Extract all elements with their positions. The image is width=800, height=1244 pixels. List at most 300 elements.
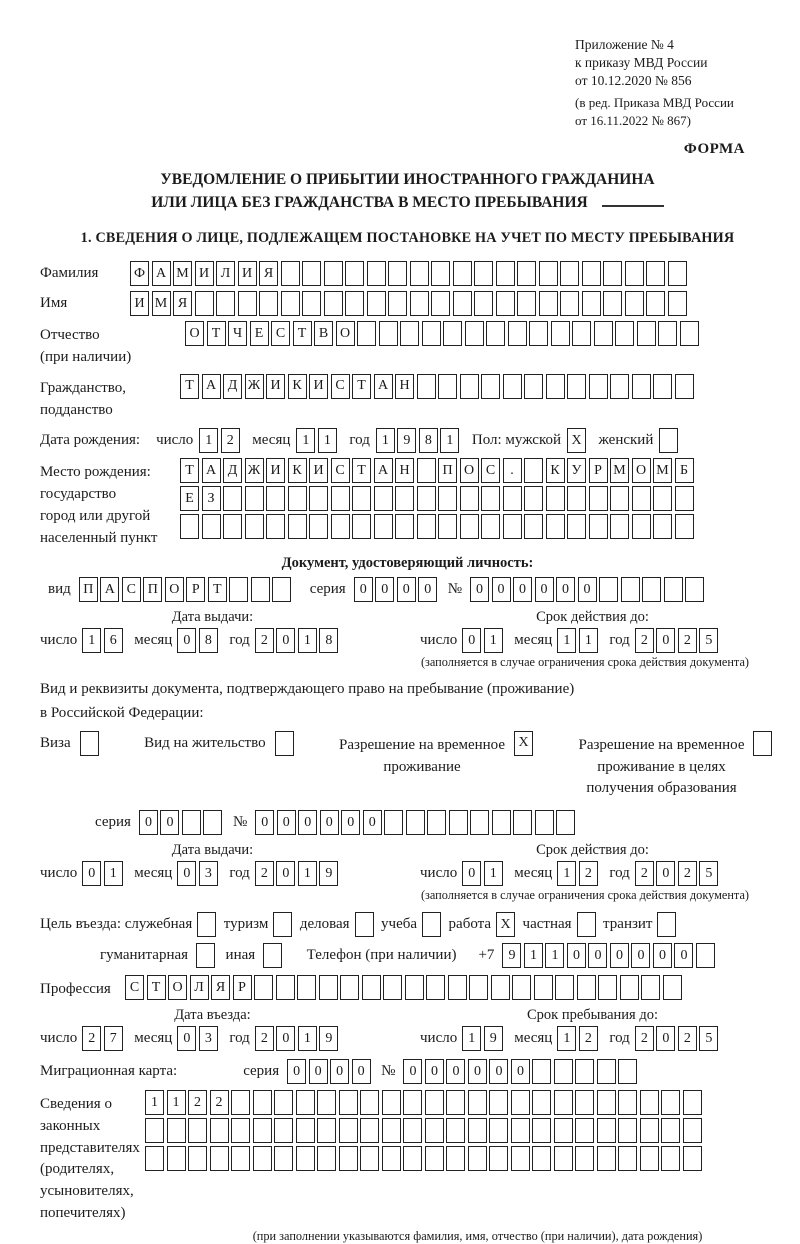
form-cell[interactable] bbox=[427, 810, 446, 835]
form-cell[interactable] bbox=[469, 975, 488, 1000]
form-cell[interactable] bbox=[632, 374, 651, 399]
form-cell[interactable]: С bbox=[122, 577, 141, 602]
form-cell[interactable]: 2 bbox=[635, 628, 654, 653]
form-cell[interactable] bbox=[403, 1090, 422, 1115]
form-cell[interactable] bbox=[410, 291, 429, 316]
form-cell[interactable]: С bbox=[271, 321, 290, 346]
form-cell[interactable]: Т bbox=[208, 577, 227, 602]
form-cell[interactable]: 0 bbox=[492, 577, 511, 602]
form-cell[interactable]: 1 bbox=[440, 428, 459, 453]
form-cell[interactable] bbox=[231, 1118, 250, 1143]
form-cell[interactable] bbox=[594, 321, 613, 346]
form-cell[interactable] bbox=[589, 514, 608, 539]
form-cell[interactable] bbox=[653, 486, 672, 511]
form-cell[interactable] bbox=[618, 1118, 637, 1143]
form-cell[interactable] bbox=[460, 514, 479, 539]
form-cell[interactable] bbox=[167, 1118, 186, 1143]
form-cell[interactable] bbox=[661, 1118, 680, 1143]
form-cell[interactable]: О bbox=[168, 975, 187, 1000]
form-cell[interactable] bbox=[324, 291, 343, 316]
form-cell[interactable] bbox=[296, 1090, 315, 1115]
form-cell[interactable] bbox=[238, 291, 257, 316]
form-cell[interactable]: Я bbox=[211, 975, 230, 1000]
form-cell[interactable] bbox=[383, 975, 402, 1000]
form-cell[interactable] bbox=[481, 514, 500, 539]
form-cell[interactable] bbox=[653, 514, 672, 539]
form-cell[interactable]: 1 bbox=[82, 628, 101, 653]
form-cell[interactable]: 0 bbox=[588, 943, 607, 968]
form-cell[interactable] bbox=[524, 374, 543, 399]
form-cell[interactable] bbox=[317, 1118, 336, 1143]
form-cell[interactable]: 0 bbox=[363, 810, 382, 835]
form-cell[interactable] bbox=[560, 261, 579, 286]
form-cell[interactable] bbox=[446, 1090, 465, 1115]
form-cell[interactable] bbox=[524, 514, 543, 539]
form-cell[interactable]: 1 bbox=[376, 428, 395, 453]
form-cell[interactable]: Р bbox=[186, 577, 205, 602]
form-cell[interactable] bbox=[640, 1146, 659, 1171]
form-cell[interactable] bbox=[577, 975, 596, 1000]
form-cell[interactable] bbox=[245, 486, 264, 511]
form-cell[interactable] bbox=[259, 291, 278, 316]
form-cell[interactable] bbox=[453, 291, 472, 316]
form-cell[interactable]: 0 bbox=[330, 1059, 349, 1084]
form-cell[interactable]: П bbox=[143, 577, 162, 602]
form-cell[interactable] bbox=[426, 975, 445, 1000]
form-cell[interactable]: Д bbox=[223, 374, 242, 399]
form-cell[interactable] bbox=[625, 291, 644, 316]
form-cell[interactable] bbox=[276, 975, 295, 1000]
form-cell[interactable]: Б bbox=[675, 458, 694, 483]
form-cell[interactable] bbox=[229, 577, 248, 602]
form-cell[interactable]: Н bbox=[395, 458, 414, 483]
form-cell[interactable] bbox=[582, 291, 601, 316]
form-cell[interactable] bbox=[675, 374, 694, 399]
form-cell[interactable] bbox=[422, 912, 441, 937]
form-cell[interactable] bbox=[145, 1118, 164, 1143]
form-cell[interactable]: Л bbox=[190, 975, 209, 1000]
form-cell[interactable] bbox=[297, 975, 316, 1000]
form-cell[interactable] bbox=[511, 1090, 530, 1115]
form-cell[interactable]: 2 bbox=[255, 628, 274, 653]
form-cell[interactable] bbox=[554, 1059, 573, 1084]
form-cell[interactable]: И bbox=[309, 458, 328, 483]
form-cell[interactable]: Ж bbox=[245, 374, 264, 399]
form-cell[interactable] bbox=[685, 577, 704, 602]
form-cell[interactable] bbox=[589, 486, 608, 511]
form-cell[interactable] bbox=[406, 810, 425, 835]
form-cell[interactable]: 2 bbox=[635, 861, 654, 886]
form-cell[interactable] bbox=[503, 374, 522, 399]
form-cell[interactable] bbox=[597, 1146, 616, 1171]
form-cell[interactable] bbox=[575, 1059, 594, 1084]
form-cell[interactable] bbox=[680, 321, 699, 346]
form-cell[interactable]: А bbox=[100, 577, 119, 602]
form-cell[interactable] bbox=[496, 291, 515, 316]
form-cell[interactable]: М bbox=[610, 458, 629, 483]
form-cell[interactable]: 2 bbox=[579, 861, 598, 886]
form-cell[interactable] bbox=[551, 321, 570, 346]
form-cell[interactable]: 0 bbox=[177, 628, 196, 653]
form-cell[interactable] bbox=[675, 486, 694, 511]
form-cell[interactable] bbox=[567, 486, 586, 511]
form-cell[interactable] bbox=[546, 486, 565, 511]
form-cell[interactable] bbox=[653, 374, 672, 399]
form-cell[interactable] bbox=[661, 1090, 680, 1115]
form-cell[interactable]: Т bbox=[180, 374, 199, 399]
form-cell[interactable] bbox=[296, 1118, 315, 1143]
form-cell[interactable] bbox=[352, 486, 371, 511]
form-cell[interactable] bbox=[610, 374, 629, 399]
form-cell[interactable] bbox=[266, 486, 285, 511]
form-cell[interactable]: Р bbox=[233, 975, 252, 1000]
form-cell[interactable] bbox=[345, 261, 364, 286]
form-cell[interactable] bbox=[202, 514, 221, 539]
form-cell[interactable] bbox=[489, 1090, 508, 1115]
form-cell[interactable] bbox=[319, 975, 338, 1000]
form-cell[interactable]: С bbox=[331, 458, 350, 483]
form-cell[interactable] bbox=[554, 1146, 573, 1171]
form-cell[interactable] bbox=[460, 374, 479, 399]
form-cell[interactable]: 2 bbox=[255, 861, 274, 886]
form-cell[interactable]: 1 bbox=[145, 1090, 164, 1115]
form-cell[interactable] bbox=[196, 943, 215, 968]
form-cell[interactable] bbox=[610, 514, 629, 539]
form-cell[interactable]: 0 bbox=[610, 943, 629, 968]
form-cell[interactable] bbox=[438, 486, 457, 511]
form-cell[interactable] bbox=[388, 261, 407, 286]
form-cell[interactable]: 1 bbox=[167, 1090, 186, 1115]
form-cell[interactable] bbox=[599, 577, 618, 602]
form-cell[interactable] bbox=[546, 374, 565, 399]
form-cell[interactable] bbox=[640, 1118, 659, 1143]
form-cell[interactable]: Т bbox=[180, 458, 199, 483]
form-cell[interactable] bbox=[618, 1146, 637, 1171]
form-cell[interactable]: М bbox=[653, 458, 672, 483]
form-cell[interactable] bbox=[610, 486, 629, 511]
form-cell[interactable]: Я bbox=[259, 261, 278, 286]
form-cell[interactable]: П bbox=[79, 577, 98, 602]
form-cell[interactable] bbox=[275, 731, 294, 756]
form-cell[interactable]: 2 bbox=[678, 861, 697, 886]
form-cell[interactable]: 0 bbox=[403, 1059, 422, 1084]
form-cell[interactable]: 2 bbox=[635, 1026, 654, 1051]
form-cell[interactable] bbox=[382, 1090, 401, 1115]
form-cell[interactable]: Е bbox=[180, 486, 199, 511]
form-cell[interactable] bbox=[468, 1090, 487, 1115]
form-cell[interactable] bbox=[449, 810, 468, 835]
form-cell[interactable] bbox=[210, 1146, 229, 1171]
form-cell[interactable] bbox=[374, 514, 393, 539]
form-cell[interactable]: И bbox=[266, 458, 285, 483]
form-cell[interactable]: 3 bbox=[199, 861, 218, 886]
form-cell[interactable]: 0 bbox=[160, 810, 179, 835]
form-cell[interactable]: К bbox=[288, 458, 307, 483]
form-cell[interactable]: 0 bbox=[298, 810, 317, 835]
form-cell[interactable]: X bbox=[567, 428, 586, 453]
form-cell[interactable] bbox=[683, 1146, 702, 1171]
form-cell[interactable] bbox=[254, 975, 273, 1000]
form-cell[interactable] bbox=[167, 1146, 186, 1171]
form-cell[interactable]: 2 bbox=[82, 1026, 101, 1051]
form-cell[interactable] bbox=[524, 458, 543, 483]
form-cell[interactable] bbox=[357, 321, 376, 346]
form-cell[interactable] bbox=[331, 514, 350, 539]
form-cell[interactable] bbox=[339, 1090, 358, 1115]
form-cell[interactable] bbox=[195, 291, 214, 316]
form-cell[interactable] bbox=[362, 975, 381, 1000]
form-cell[interactable] bbox=[251, 577, 270, 602]
form-cell[interactable] bbox=[274, 1118, 293, 1143]
form-cell[interactable]: 0 bbox=[309, 1059, 328, 1084]
form-cell[interactable]: 1 bbox=[298, 861, 317, 886]
form-cell[interactable]: И bbox=[309, 374, 328, 399]
form-cell[interactable]: 1 bbox=[462, 1026, 481, 1051]
form-cell[interactable]: 0 bbox=[276, 628, 295, 653]
form-cell[interactable] bbox=[603, 291, 622, 316]
form-cell[interactable] bbox=[403, 1146, 422, 1171]
form-cell[interactable]: 1 bbox=[484, 861, 503, 886]
form-cell[interactable]: 0 bbox=[656, 861, 675, 886]
form-cell[interactable] bbox=[345, 291, 364, 316]
form-cell[interactable]: В bbox=[314, 321, 333, 346]
form-cell[interactable]: 0 bbox=[82, 861, 101, 886]
form-cell[interactable] bbox=[460, 486, 479, 511]
form-cell[interactable]: И bbox=[238, 261, 257, 286]
form-cell[interactable]: 5 bbox=[699, 628, 718, 653]
form-cell[interactable] bbox=[532, 1090, 551, 1115]
form-cell[interactable] bbox=[503, 486, 522, 511]
form-cell[interactable]: Я bbox=[173, 291, 192, 316]
form-cell[interactable]: 1 bbox=[484, 628, 503, 653]
form-cell[interactable]: 2 bbox=[255, 1026, 274, 1051]
form-cell[interactable] bbox=[683, 1118, 702, 1143]
form-cell[interactable]: 0 bbox=[535, 577, 554, 602]
form-cell[interactable]: А bbox=[374, 374, 393, 399]
form-cell[interactable] bbox=[618, 1059, 637, 1084]
form-cell[interactable] bbox=[443, 321, 462, 346]
form-cell[interactable]: 0 bbox=[468, 1059, 487, 1084]
form-cell[interactable] bbox=[489, 1118, 508, 1143]
form-cell[interactable] bbox=[367, 261, 386, 286]
form-cell[interactable]: 2 bbox=[678, 628, 697, 653]
form-cell[interactable]: 8 bbox=[199, 628, 218, 653]
form-cell[interactable] bbox=[560, 291, 579, 316]
form-cell[interactable] bbox=[438, 374, 457, 399]
form-cell[interactable]: 0 bbox=[287, 1059, 306, 1084]
form-cell[interactable] bbox=[182, 810, 201, 835]
form-cell[interactable] bbox=[598, 975, 617, 1000]
form-cell[interactable] bbox=[382, 1118, 401, 1143]
form-cell[interactable] bbox=[539, 261, 558, 286]
form-cell[interactable] bbox=[511, 1118, 530, 1143]
form-cell[interactable] bbox=[492, 810, 511, 835]
form-cell[interactable]: 1 bbox=[318, 428, 337, 453]
form-cell[interactable] bbox=[632, 514, 651, 539]
form-cell[interactable] bbox=[438, 514, 457, 539]
form-cell[interactable]: О bbox=[185, 321, 204, 346]
form-cell[interactable]: 0 bbox=[375, 577, 394, 602]
form-cell[interactable]: 6 bbox=[104, 628, 123, 653]
form-cell[interactable] bbox=[231, 1146, 250, 1171]
form-cell[interactable]: 0 bbox=[397, 577, 416, 602]
form-cell[interactable] bbox=[640, 1090, 659, 1115]
form-cell[interactable] bbox=[696, 943, 715, 968]
form-cell[interactable]: С bbox=[331, 374, 350, 399]
form-cell[interactable] bbox=[288, 514, 307, 539]
form-cell[interactable]: Т bbox=[147, 975, 166, 1000]
form-cell[interactable] bbox=[481, 374, 500, 399]
form-cell[interactable]: Т bbox=[352, 458, 371, 483]
form-cell[interactable] bbox=[642, 577, 661, 602]
form-cell[interactable] bbox=[340, 975, 359, 1000]
form-cell[interactable]: 1 bbox=[199, 428, 218, 453]
form-cell[interactable] bbox=[367, 291, 386, 316]
form-cell[interactable] bbox=[274, 1090, 293, 1115]
form-cell[interactable] bbox=[641, 975, 660, 1000]
form-cell[interactable]: К bbox=[288, 374, 307, 399]
form-cell[interactable]: М bbox=[152, 291, 171, 316]
form-cell[interactable] bbox=[180, 514, 199, 539]
form-cell[interactable]: X bbox=[496, 912, 515, 937]
form-cell[interactable]: З bbox=[202, 486, 221, 511]
form-cell[interactable] bbox=[470, 810, 489, 835]
form-cell[interactable] bbox=[216, 291, 235, 316]
form-cell[interactable]: 2 bbox=[210, 1090, 229, 1115]
form-cell[interactable] bbox=[223, 486, 242, 511]
form-cell[interactable]: 1 bbox=[104, 861, 123, 886]
form-cell[interactable]: О bbox=[165, 577, 184, 602]
form-cell[interactable] bbox=[272, 577, 291, 602]
form-cell[interactable] bbox=[431, 291, 450, 316]
form-cell[interactable] bbox=[532, 1146, 551, 1171]
form-cell[interactable] bbox=[417, 486, 436, 511]
form-cell[interactable]: Н bbox=[395, 374, 414, 399]
form-cell[interactable]: Ч bbox=[228, 321, 247, 346]
form-cell[interactable] bbox=[324, 261, 343, 286]
form-cell[interactable] bbox=[425, 1090, 444, 1115]
form-cell[interactable] bbox=[403, 1118, 422, 1143]
form-cell[interactable]: 0 bbox=[177, 1026, 196, 1051]
form-cell[interactable] bbox=[554, 1090, 573, 1115]
form-cell[interactable] bbox=[302, 261, 321, 286]
form-cell[interactable] bbox=[253, 1146, 272, 1171]
form-cell[interactable]: 9 bbox=[502, 943, 521, 968]
form-cell[interactable] bbox=[274, 1146, 293, 1171]
form-cell[interactable] bbox=[567, 514, 586, 539]
form-cell[interactable] bbox=[661, 1146, 680, 1171]
form-cell[interactable] bbox=[425, 1146, 444, 1171]
form-cell[interactable]: 0 bbox=[276, 1026, 295, 1051]
form-cell[interactable]: Т bbox=[293, 321, 312, 346]
form-cell[interactable] bbox=[253, 1118, 272, 1143]
form-cell[interactable] bbox=[546, 514, 565, 539]
form-cell[interactable]: 0 bbox=[567, 943, 586, 968]
form-cell[interactable]: 0 bbox=[462, 628, 481, 653]
form-cell[interactable] bbox=[620, 975, 639, 1000]
form-cell[interactable]: О bbox=[336, 321, 355, 346]
form-cell[interactable]: 1 bbox=[298, 1026, 317, 1051]
form-cell[interactable]: 1 bbox=[296, 428, 315, 453]
form-cell[interactable]: 9 bbox=[319, 1026, 338, 1051]
form-cell[interactable] bbox=[657, 912, 676, 937]
form-cell[interactable]: 1 bbox=[579, 628, 598, 653]
form-cell[interactable]: 0 bbox=[656, 628, 675, 653]
form-cell[interactable] bbox=[632, 486, 651, 511]
form-cell[interactable]: 0 bbox=[556, 577, 575, 602]
form-cell[interactable] bbox=[296, 1146, 315, 1171]
form-cell[interactable] bbox=[281, 291, 300, 316]
form-cell[interactable] bbox=[339, 1118, 358, 1143]
form-cell[interactable] bbox=[659, 428, 678, 453]
form-cell[interactable] bbox=[223, 514, 242, 539]
form-cell[interactable]: 0 bbox=[177, 861, 196, 886]
form-cell[interactable] bbox=[281, 261, 300, 286]
form-cell[interactable] bbox=[446, 1118, 465, 1143]
form-cell[interactable] bbox=[188, 1146, 207, 1171]
form-cell[interactable]: 1 bbox=[298, 628, 317, 653]
form-cell[interactable] bbox=[554, 1118, 573, 1143]
form-cell[interactable] bbox=[597, 1118, 616, 1143]
form-cell[interactable] bbox=[360, 1090, 379, 1115]
form-cell[interactable]: 0 bbox=[631, 943, 650, 968]
form-cell[interactable] bbox=[532, 1118, 551, 1143]
form-cell[interactable] bbox=[379, 321, 398, 346]
form-cell[interactable] bbox=[512, 975, 531, 1000]
form-cell[interactable]: Ф bbox=[130, 261, 149, 286]
form-cell[interactable] bbox=[532, 1059, 551, 1084]
form-cell[interactable]: 9 bbox=[319, 861, 338, 886]
form-cell[interactable] bbox=[589, 374, 608, 399]
form-cell[interactable]: М bbox=[173, 261, 192, 286]
form-cell[interactable] bbox=[309, 514, 328, 539]
form-cell[interactable]: С bbox=[125, 975, 144, 1000]
form-cell[interactable]: 2 bbox=[188, 1090, 207, 1115]
form-cell[interactable]: А bbox=[202, 458, 221, 483]
form-cell[interactable]: 0 bbox=[320, 810, 339, 835]
form-cell[interactable]: 2 bbox=[678, 1026, 697, 1051]
form-cell[interactable]: 0 bbox=[489, 1059, 508, 1084]
form-cell[interactable] bbox=[577, 912, 596, 937]
form-cell[interactable]: К bbox=[546, 458, 565, 483]
form-cell[interactable]: А bbox=[152, 261, 171, 286]
form-cell[interactable] bbox=[597, 1090, 616, 1115]
form-cell[interactable]: 0 bbox=[674, 943, 693, 968]
form-cell[interactable] bbox=[468, 1146, 487, 1171]
form-cell[interactable] bbox=[474, 261, 493, 286]
form-cell[interactable] bbox=[80, 731, 99, 756]
form-cell[interactable] bbox=[317, 1090, 336, 1115]
form-cell[interactable] bbox=[491, 975, 510, 1000]
form-cell[interactable] bbox=[496, 261, 515, 286]
form-cell[interactable] bbox=[302, 291, 321, 316]
form-cell[interactable]: 1 bbox=[557, 861, 576, 886]
form-cell[interactable]: 1 bbox=[545, 943, 564, 968]
form-cell[interactable]: И bbox=[195, 261, 214, 286]
form-cell[interactable] bbox=[210, 1118, 229, 1143]
form-cell[interactable] bbox=[683, 1090, 702, 1115]
form-cell[interactable] bbox=[668, 261, 687, 286]
form-cell[interactable] bbox=[417, 458, 436, 483]
form-cell[interactable] bbox=[446, 1146, 465, 1171]
form-cell[interactable]: 0 bbox=[277, 810, 296, 835]
form-cell[interactable] bbox=[395, 486, 414, 511]
form-cell[interactable] bbox=[597, 1059, 616, 1084]
form-cell[interactable] bbox=[539, 291, 558, 316]
form-cell[interactable] bbox=[465, 321, 484, 346]
form-cell[interactable]: 0 bbox=[578, 577, 597, 602]
form-cell[interactable]: 1 bbox=[524, 943, 543, 968]
